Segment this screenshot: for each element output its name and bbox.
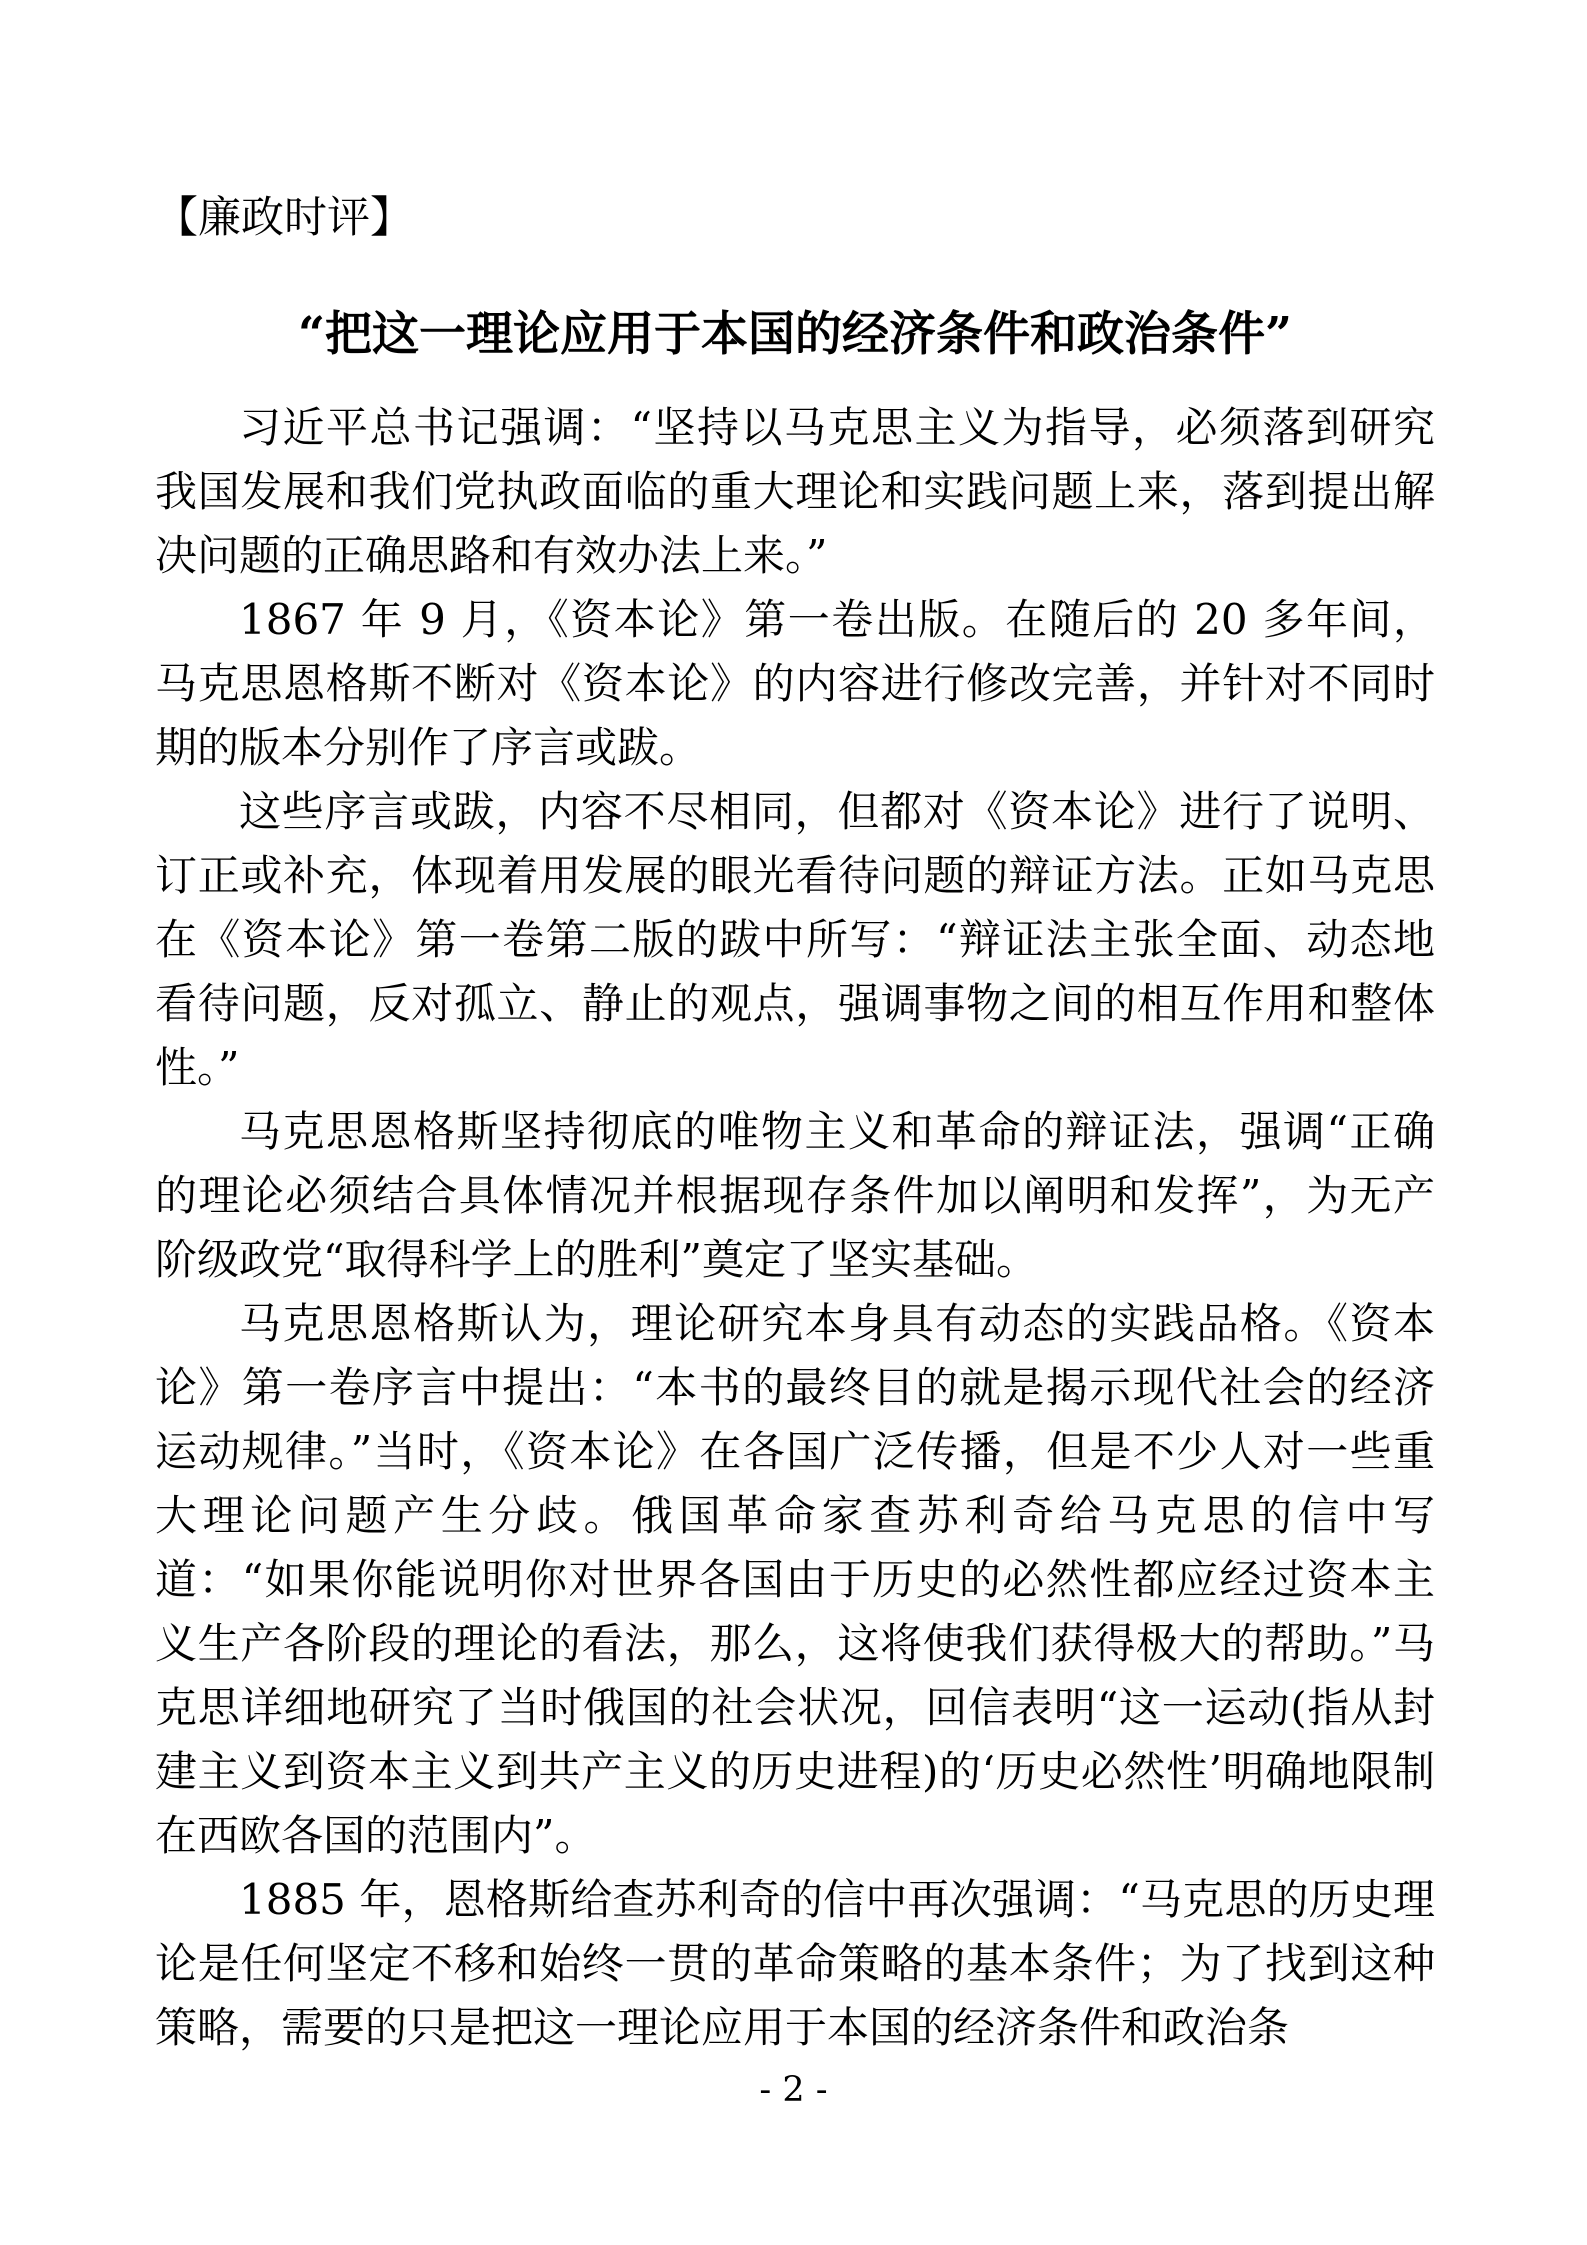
paragraph: 马克思恩格斯认为，理论研究本身具有动态的实践品格。《资本论》第一卷序言中提出：“本书的最终目的就是揭示现代社会的经济运动规律。”当时，《资本论》在各国广泛传播，但是不少人对一些重大理论问题产生分歧。俄国革命家查苏利奇给马克思的信中写道：“如果你能说明你对世界各国由于历史的必然性都应经过资本主义生产各阶段的理论的看法，那么，这将使我们获得极大的帮助。”马克思详细地研究了当时俄国的社会状况，回信表明“这一运动(指从封建主义到资本主义到共产主义的历史进程)的‘历史必然性’明确地限制在西欧各国的范围内”。 — [155, 1299, 1435, 1860]
text-block — [155, 0, 1435, 2060]
paragraph: 马克思恩格斯坚持彻底的唯物主义和革命的辩证法，强调“正确的理论必须结合具体情况并根据现存条件加以阐明和发挥”，为无产阶级政党“取得科学上的胜利”奠定了坚实基础。 — [155, 1107, 1435, 1284]
paragraph: 这些序言或跋，内容不尽相同，但都对《资本论》进行了说明、订正或补充，体现着用发展的眼光看待问题的辩证方法。正如马克思在《资本论》第一卷第二版的跋中所写：“辩证法主张全面、动态地看待问题，反对孤立、静止的观点，强调事物之间的相互作用和整体性。” — [155, 787, 1435, 1092]
paragraph: 1867 年 9 月，《资本论》第一卷出版。在随后的 20 多年间，马克思恩格斯不断对《资本论》的内容进行修改完善，并针对不同时期的版本分别作了序言或跋。 — [155, 595, 1435, 772]
section-label: 【廉政时评】 — [155, 193, 413, 243]
article-title: “把这一理论应用于本国的经济条件和政治条件” — [297, 307, 1293, 362]
article-body — [155, 396, 1435, 2060]
paragraph: 1885 年，恩格斯给查苏利奇的信中再次强调：“马克思的历史理论是任何坚定不移和始终一贯的革命策略的基本条件；为了找到这种策略，需要的只是把这一理论应用于本国的经济条件和政治条 — [155, 1875, 1435, 2052]
page-number: - 2 - — [759, 2070, 828, 2110]
paragraph: 习近平总书记强调：“坚持以马克思主义为指导，必须落到研究我国发展和我们党执政面临的重大理论和实践问题上来，落到提出解决问题的正确思路和有效办法上来。” — [155, 403, 1435, 580]
